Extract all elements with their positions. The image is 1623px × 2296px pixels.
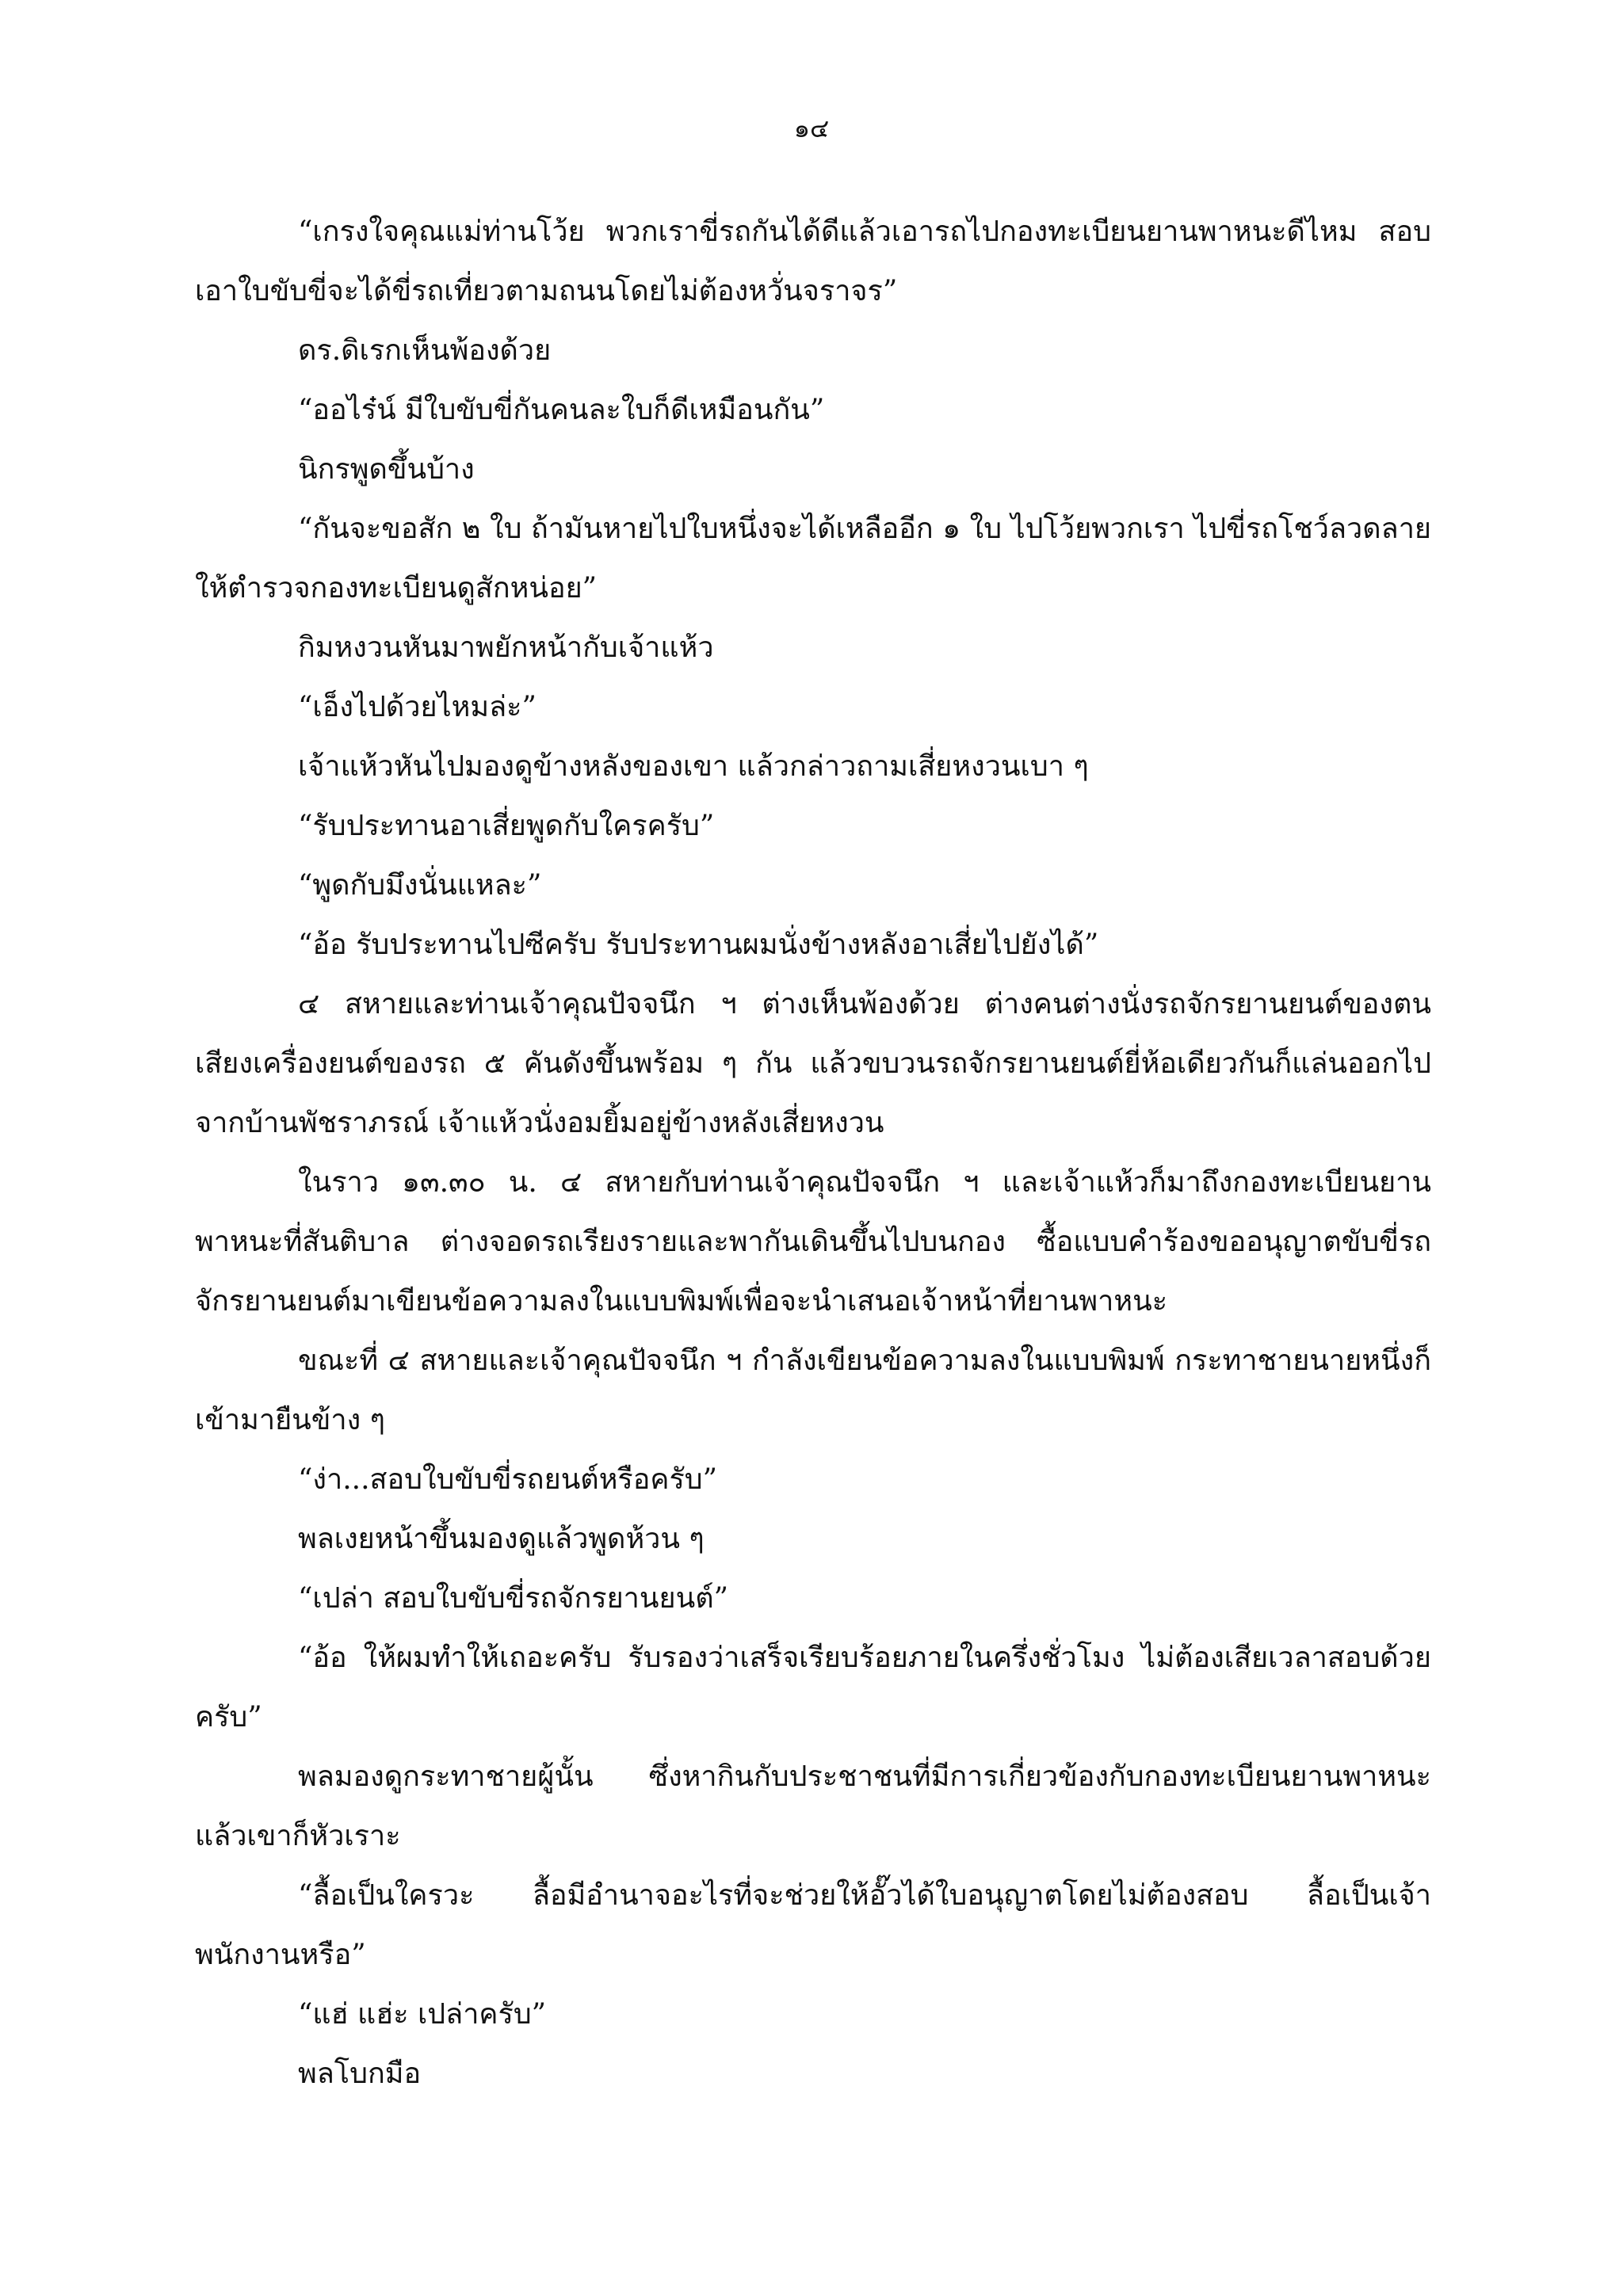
paragraph: “ออไร๋น์ มีใบขับขี่กันคนละใบก็ดีเหมือนกัน” bbox=[298, 394, 825, 426]
paragraph: “เกรงใจคุณแม่ท่านโว้ย พวกเราขี่รถกันได้ดีแล้วเอารถไปกองทะเบียนยานพาหนะดีไหม สอบเอาใบขับขี่จะได้ขี่รถเที่ยวตามถนนโดยไม่ต้องหวั่นจราจร” bbox=[195, 215, 1431, 307]
paragraph: “ลื้อเป็นใครวะ ลื้อมีอำนาจอะไรที่จะช่วยให้อั๊วได้ใบอนุญาตโดยไม่ต้องสอบ ลื้อเป็นเจ้าพนักงานหรือ” bbox=[195, 1879, 1431, 1971]
paragraph: พลมองดูกระทาชายผู้นั้น ซึ่งหากินกับประชาชนที่มีการเกี่ยวข้องกับกองทะเบียนยานพาหนะแล้วเขาก็หัวเราะ bbox=[195, 1760, 1431, 1852]
paragraph: ดร.ดิเรกเห็นพ้องด้วย bbox=[298, 334, 552, 367]
paragraph: ในราว ๑๓.๓๐ น. ๔ สหายกับท่านเจ้าคุณปัจจนึก ฯ และเจ้าแห้วก็มาถึงกองทะเบียนยานพาหนะที่สันติบาล ต่างจอดรถเรียงรายและพากันเดินขึ้นไปบนกอง ซื้อแบบคำร้องขออนุญาตขับขี่รถจักรยานยนต์มาเขียนข้อความลงในแบบพิมพ์เพื่อจะนำเสนอเจ้าหน้าที่ยานพาหนะ bbox=[195, 1166, 1431, 1318]
paragraph: ขณะที่ ๔ สหายและเจ้าคุณปัจจนึก ฯ กำลังเขียนข้อความลงในแบบพิมพ์ กระทาชายนายหนึ่งก็เข้ามายืนข้าง ๆ bbox=[195, 1344, 1431, 1436]
paragraph: “อ้อ รับประทานไปซีครับ รับประทานผมนั่งข้างหลังอาเสี่ยไปยังได้” bbox=[298, 929, 1099, 961]
paragraph: “พูดกับมึงนั่นแหละ” bbox=[298, 869, 542, 902]
paragraph: เจ้าแห้วหันไปมองดูข้างหลังของเขา แล้วกล่าวถามเสี่ยหงวนเบา ๆ bbox=[298, 750, 1089, 783]
paragraph: “เอ็งไปด้วยไหมล่ะ” bbox=[298, 691, 537, 723]
paragraph: “อ้อ ให้ผมทำให้เถอะครับ รับรองว่าเสร็จเรียบร้อยภายในครึ่งชั่วโมง ไม่ต้องเสียเวลาสอบด้วยครับ” bbox=[195, 1642, 1431, 1733]
paragraph: “ง่า...สอบใบขับขี่รถยนต์หรือครับ” bbox=[298, 1463, 718, 1496]
page-number: ๑๔ bbox=[793, 113, 830, 143]
story-text bbox=[195, 202, 1431, 2103]
paragraph: “รับประทานอาเสี่ยพูดกับใครครับ” bbox=[298, 810, 715, 842]
paragraph: “แฮ่ แฮ่ะ เปล่าครับ” bbox=[298, 1998, 547, 2031]
paragraph: “เปล่า สอบใบขับขี่รถจักรยานยนต์” bbox=[298, 1582, 728, 1615]
paragraph: กิมหงวนหันมาพยักหน้ากับเจ้าแห้ว bbox=[298, 631, 714, 664]
paragraph: พลเงยหน้าขึ้นมองดูแล้วพูดห้วน ๆ bbox=[298, 1523, 705, 1555]
paragraph: พลโบกมือ bbox=[298, 2058, 422, 2090]
paragraph: ๔ สหายและท่านเจ้าคุณปัจจนึก ฯ ต่างเห็นพ้องด้วย ต่างคนต่างนั่งรถจักรยานยนต์ของตน เสียงเครื่องยนต์ของรถ ๕ คันดังขึ้นพร้อม ๆ กัน แล้วขบวนรถจักรยานยนต์ยี่ห้อเดียวกันก็แล่นออกไปจากบ้านพัชราภรณ์ เจ้าแห้วนั่งอมยิ้มอยู่ข้างหลังเสี่ยหงวน bbox=[195, 988, 1431, 1139]
paragraph: นิกรพูดขึ้นบ้าง bbox=[298, 453, 475, 486]
paragraph: “กันจะขอสัก ๒ ใบ ถ้ามันหายไปใบหนึ่งจะได้เหลืออีก ๑ ใบ ไปโว้ยพวกเรา ไปขี่รถโชว์ลวดลายให้ตำรวจกองทะเบียนดูสักหน่อย” bbox=[195, 513, 1431, 605]
